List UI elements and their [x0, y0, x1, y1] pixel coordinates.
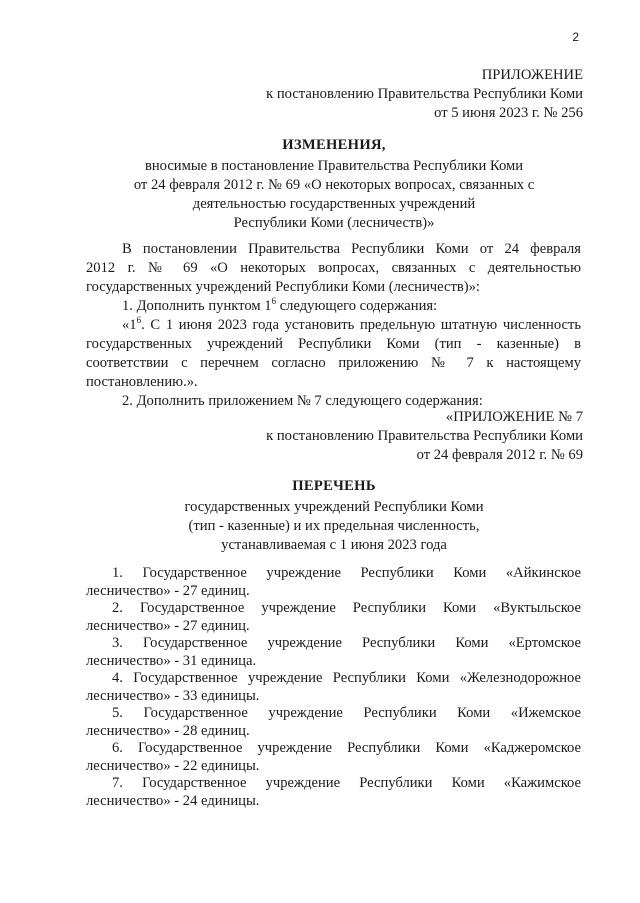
superscript: 6 — [271, 296, 277, 306]
list-subtitle-line: (тип - казенные) и их предельная численность, — [188, 518, 480, 534]
list-item-line: лесничество» - 33 единицы. — [86, 687, 260, 704]
list-heading — [84, 477, 584, 555]
list-item-line: 4. Государственное учреждение Республики Коми «Железнодорожное — [112, 670, 581, 686]
list-subtitle-line: устанавливаемая с 1 июня 2023 года — [221, 537, 447, 553]
paragraph-line: 2012 г. № 69 «О некоторых вопросах, связанных с деятельностью — [86, 260, 581, 276]
list-item-line: 1. Государственное учреждение Республики Коми «Айкинское — [112, 565, 581, 581]
list-item-line: лесничество» - 28 единиц. — [86, 722, 250, 739]
institutions-list — [86, 565, 581, 810]
quoted-line: государственных учреждений Республики Коми (тип - казенные) в — [86, 336, 581, 352]
changes-subtitle-line: от 24 февраля 2012 г. № 69 «О некоторых вопросах, связанных с — [133, 177, 535, 193]
paragraph-text: 1. Дополнить пунктом 1 — [122, 298, 272, 314]
quoted-line — [86, 316, 581, 335]
quoted-line: постановлению.». — [86, 374, 198, 390]
paragraph-line: В постановлении Правительства Республики Коми от 24 февраля — [122, 241, 581, 257]
list-item-line: 5. Государственное учреждение Республики Коми «Ижемское — [112, 705, 581, 721]
list-item — [86, 565, 581, 600]
appendix7-resolution-ref: к постановлению Правительства Республики Коми — [266, 428, 583, 444]
list-subtitle-line: государственных учреждений Республики Коми — [184, 499, 484, 515]
list-item — [86, 635, 581, 670]
changes-subtitle-line: вносимые в постановление Правительства Республики Коми — [144, 158, 524, 174]
list-item-line: лесничество» - 31 единица. — [86, 652, 257, 669]
list-item — [86, 600, 581, 635]
appendix-date: от 5 июня 2023 г. № 256 — [434, 105, 583, 121]
paragraph-text: следующего содержания: — [276, 298, 438, 314]
appendix-resolution-ref: к постановлению Правительства Республики Коми — [266, 86, 583, 102]
list-item-line: 2. Государственное учреждение Республики Коми «Вуктыльское — [112, 600, 581, 616]
list-item-line: лесничество» - 27 единиц. — [86, 582, 250, 599]
list-item — [86, 705, 581, 740]
paragraph-item-1 — [86, 297, 581, 316]
paragraph-text: «1 — [122, 317, 137, 333]
list-item-line: 7. Государственное учреждение Республики Коми «Кажимское — [112, 775, 581, 791]
appendix7-label: «ПРИЛОЖЕНИЕ № 7 — [445, 409, 583, 425]
list-item-line: 3. Государственное учреждение Республики Коми «Ертомское — [112, 635, 581, 651]
superscript: 6 — [136, 315, 142, 325]
list-item-line: лесничество» - 24 единицы. — [86, 792, 260, 809]
appendix7-date: от 24 февраля 2012 г. № 69 — [416, 447, 583, 463]
appendix-header — [266, 66, 583, 123]
appendix7-header — [266, 408, 583, 465]
list-item-line: лесничество» - 22 единицы. — [86, 757, 260, 774]
quoted-line: соответствии с перечнем согласно приложению № 7 к настоящему — [86, 355, 581, 371]
list-item-line: 6. Государственное учреждение Республики Коми «Каджеромское — [112, 740, 581, 756]
changes-subtitle-line: Республики Коми (лесничеств)» — [233, 215, 435, 231]
changes-subtitle-line: деятельностью государственных учреждений — [192, 196, 476, 212]
list-item — [86, 740, 581, 775]
changes-title: ИЗМЕНЕНИЯ, — [282, 137, 386, 153]
changes-heading — [84, 136, 584, 233]
appendix-label: ПРИЛОЖЕНИЕ — [481, 67, 583, 83]
paragraph-line: государственных учреждений Республики Коми (лесничеств)»: — [86, 279, 480, 295]
page-number: 2 — [572, 30, 579, 44]
list-item — [86, 670, 581, 705]
paragraph-text: . С 1 июня 2023 года установить предельную штатную численность — [141, 317, 581, 333]
paragraph-item-2: 2. Дополнить приложением № 7 следующего содержания: — [122, 393, 483, 409]
list-item-line: лесничество» - 27 единиц. — [86, 617, 250, 634]
intro-text — [86, 240, 581, 411]
list-item — [86, 775, 581, 810]
list-title: ПЕРЕЧЕНЬ — [292, 478, 376, 494]
